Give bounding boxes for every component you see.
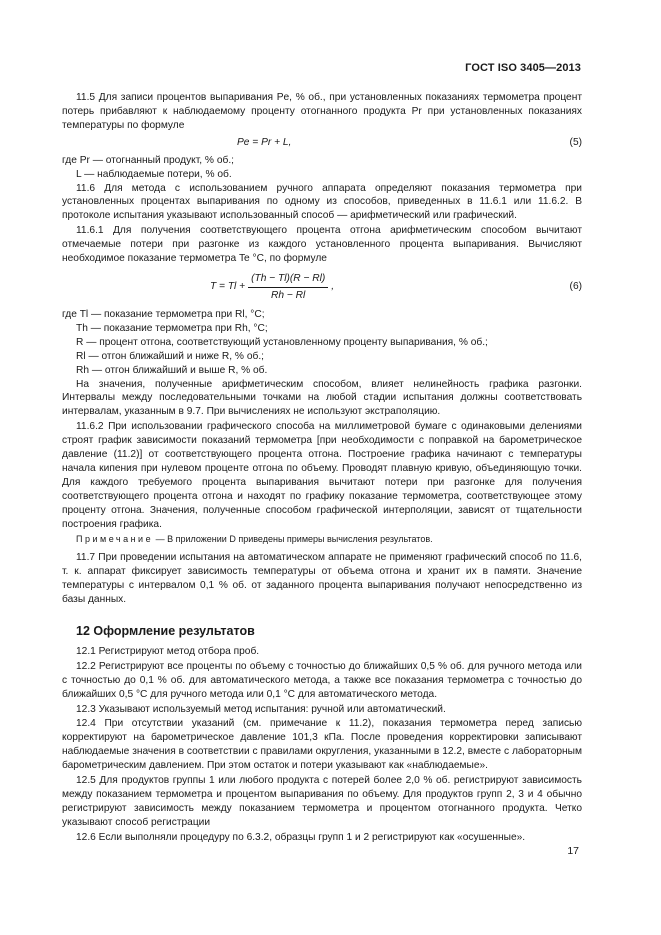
paragraph-11-5: 11.5 Для записи процентов выпаривания Pe, % об., при установленных показаниях термометра процент потерь прибавляют к наблюдаемому проценту отогнанного продукта Pr при установленных показаниях температуры по формуле xyxy=(62,92,582,131)
formula-5 xyxy=(62,134,582,152)
formula-6-expression xyxy=(210,272,334,303)
formula-6-lhs: T = Tl + xyxy=(210,281,246,293)
paragraph-11-7: 11.7 При проведении испытания на автоматическом аппарате не применяют графический способ по 11.6, т. к. аппарат фиксирует зависимость температуры от объема отгона и хранит их в памяти. Значение температуры с интервалом 0,1 % об. от заданного процента выпаривания получают непосредственно из базы данных. xyxy=(62,552,582,606)
paragraph-12-3: 12.3 Указывают используемый метод испытания: ручной или автоматический. xyxy=(76,703,446,715)
paragraph-12-5: 12.5 Для продуктов группы 1 или любого продукта с потерей более 2,0 % об. регистрируют зависимость между показанием термометра и процентом выпаривания по объему. Для продуктов групп 2, 3 и 4 обычно регистрируют зависимость между показанием термометра и процентом отогнанного продукта. Четко указывают способ регистрации xyxy=(62,775,582,828)
note xyxy=(62,533,582,547)
paragraph-11-6-1: 11.6.1 Для получения соответствующего процента отгона арифметическим способом вычитают отмечаемые потери при разгонке из каждого установленного процента выпаривания. Вычисляют необходимое показание термометра Te °С, по формуле xyxy=(62,225,582,265)
definition-rh: Rh — отгон ближайший и выше R, % об. xyxy=(76,364,268,376)
definition-r: R — процент отгона, соответствующий установленному проценту выпаривания, % об.; xyxy=(76,336,488,348)
formula-5-expression: Pe = Pr + L, xyxy=(237,136,292,148)
definition-pr: где Pr — отогнанный продукт, % об.; xyxy=(62,154,234,166)
definition-th: Th — показание термометра при Rh, °С; xyxy=(76,322,268,334)
document-code-header: ГОСТ ISO 3405—2013 xyxy=(465,62,581,74)
document-body xyxy=(62,91,582,846)
paragraph-arithmetic-note: На значения, полученные арифметическим способом, влияет нелинейность графика разгонки. Интервалы между последовательными точками на любой стадии испытания должны соответствовать интервалам, указанным в 9.7. При вычислениях не используют экстраполяцию. xyxy=(62,378,582,418)
paragraph-12-4: 12.4 При отсутствии указаний (см. примечание к 11.2), показания термометра перед записью корректируют на барометрическое давление 101,3 кПа. После проведения корректировки записывают наблюдаемые значения в соответствии с правилами округления, указанными в 12.2, вместе с лабораторным барометрическим давлением. При этом остаток и потери указывают как «наблюдаемые». xyxy=(62,718,582,772)
definition-rl: Rl — отгон ближайший и ниже R, % об.; xyxy=(76,350,264,362)
formula-6-tail: , xyxy=(331,281,335,293)
paragraph-11-6: 11.6 Для метода с использованием ручного аппарата определяют показания термометра при установленных процентах выпаривания по одному из способов, приведенных в 11.6.1 или 11.6.2. В протоколе испытания указывают использованный способ — арифметический или графический. xyxy=(62,182,582,222)
definition-tl: где Tl — показание термометра при Rl, °С; xyxy=(62,308,265,320)
formula-6-number: (6) xyxy=(569,280,582,292)
definition-l: L — наблюдаемые потери, % об. xyxy=(76,168,232,180)
paragraph-12-2: 12.2 Регистрируют все проценты по объему с точностью до ближайших 0,5 % об. для ручного метода или с точностью до 0,1 % об. для автоматического метода, а также все показания термометра с точностью до ближайших 0,5 °С для ручного метода или 0,1 °С для автоматического метода. xyxy=(62,660,582,700)
note-label: Примечание xyxy=(76,534,154,545)
paragraph-11-6-2: 11.6.2 При использовании графического способа на миллиметровой бумаге с одинаковыми делениями строят график зависимости показаний термометра [при необходимости с поправкой на барометрическое давление (11.2)] от соответствующего процента отгона. Построение графика начинают с температуры начала кипения при нулевом проценте отгона по объему. Проводят плавную кривую, объединяющую точки. Для каждого требуемого процента выпаривания вычитают потери при разгонке для получения соответствующего процента отгона и находят по графику показание термометра, соответствующее этому проценту отгона. Значения, полученные способом графической интерполяции, зависят от тщательности построения графика. xyxy=(62,421,582,530)
paragraph-12-6: 12.6 Если выполняли процедуру по 6.3.2, образцы групп 1 и 2 регистрируют как «осушенные». xyxy=(76,831,526,843)
formula-6-numerator: (Th − Tl)(R − Rl) xyxy=(248,272,328,288)
formula-5-number: (5) xyxy=(569,136,582,148)
formula-6-fraction xyxy=(248,272,328,303)
section-12-title: 12 Оформление результатов xyxy=(76,624,255,638)
formula-6 xyxy=(62,268,582,306)
page-number: 17 xyxy=(567,845,579,857)
note-text: — В приложении D приведены примеры вычисления результатов. xyxy=(155,534,433,545)
formula-6-denominator: Rh − Rl xyxy=(271,289,306,301)
paragraph-12-1: 12.1 Регистрируют метод отбора проб. xyxy=(76,645,260,657)
